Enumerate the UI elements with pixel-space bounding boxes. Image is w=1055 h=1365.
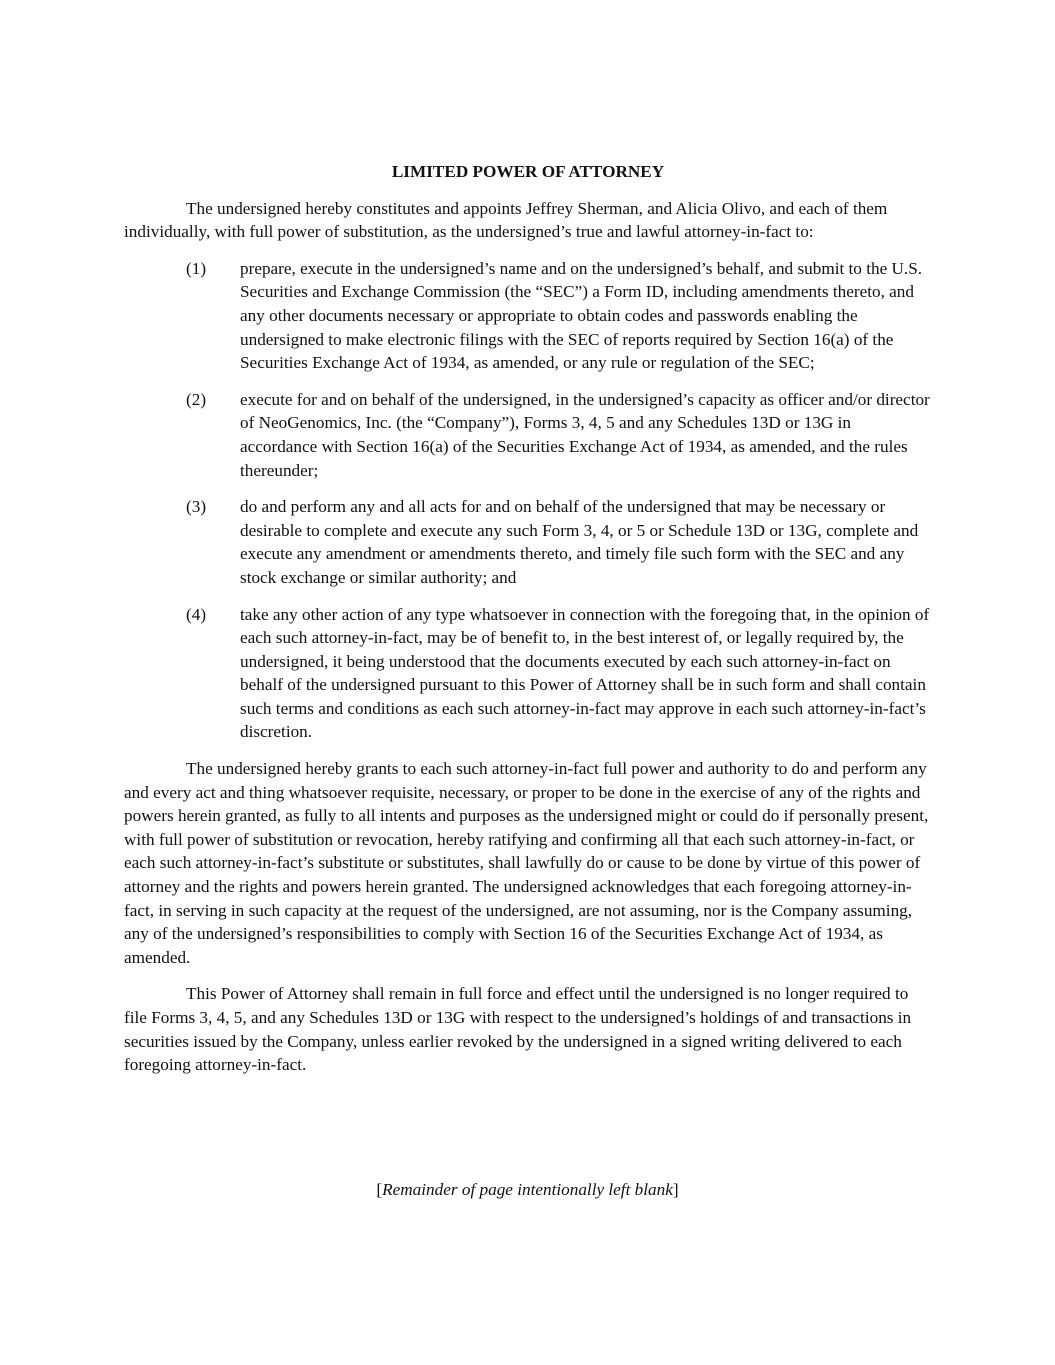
document-title: LIMITED POWER OF ATTORNEY: [391, 162, 665, 181]
list-item-number: (3): [186, 497, 207, 517]
remainder-close-bracket: ]: [672, 1180, 679, 1199]
list-item: [124, 257, 932, 375]
remainder-note: [0, 1178, 1055, 1202]
list-item-text: prepare, execute in the undersigned’s name and on the undersigned’s behalf, and submit to the U.S. Securities and Exchange Commission (the “SEC”) a Form ID, including amendments thereto, and any other documents necessary or appropriate to obtain codes and passwords enabling the undersigned to make electronic filings with the SEC of reports required by Section 16(a) of the Securities Exchange Act of 1934, as amended, or any rule or regulation of the SEC;: [240, 258, 923, 373]
list-item-text: execute for and on behalf of the undersigned, in the undersigned’s capacity as officer and/or director of NeoGenomics, Inc. (the “Company”), Forms 3, 4, 5 and any Schedules 13D or 13G in accordance with Section 16(a) of the Securities Exchange Act of 1934, as amended, and the rules thereunder;: [240, 389, 930, 480]
list-item-text: take any other action of any type whatsoever in connection with the foregoing that, in the opinion of each such attorney-in-fact, may be of benefit to, in the best interest of, or legally required by, the undersigned, it being understood that the documents executed by each such attorney-in-fact on behalf of the undersigned pursuant to this Power of Attorney shall be in such form and shall contain such terms and conditions as each such attorney-in-fact may approve in each such attorney-in-fact’s discretion.: [240, 604, 930, 742]
list-item: [124, 388, 932, 482]
remainder-text: Remainder of page intentionally left blank: [382, 1180, 673, 1199]
powers-list: [124, 257, 932, 744]
list-item: [124, 495, 932, 589]
intro-paragraph: The undersigned hereby constitutes and appoints Jeffrey Sherman, and Alicia Olivo, and each of them individually, with full power of substitution, as the undersigned’s true and lawful attorney-in-fact to:: [124, 198, 888, 242]
duration-paragraph: This Power of Attorney shall remain in full force and effect until the undersigned is no longer required to file Forms 3, 4, 5, and any Schedules 13D or 13G with respect to the undersigned’s holdings of and transactions in securities issued by the Company, unless earlier revoked by the undersigned in a signed writing delivered to each foregoing attorney-in-fact.: [124, 984, 912, 1075]
document-page: [124, 160, 932, 1090]
list-item-number: (1): [186, 258, 207, 278]
remainder-open-bracket: [: [376, 1180, 383, 1199]
list-item-number: (2): [186, 389, 207, 409]
grant-paragraph: The undersigned hereby grants to each such attorney-in-fact full power and authority to do and perform any and every act and thing whatsoever requisite, necessary, or proper to be done in the exercise of any of the rights and powers herein granted, as fully to all intents and purposes as the undersigned might or could do if personally present, with full power of substitution or revocation, hereby ratifying and confirming all that each such attorney-in-fact, or each such attorney-in-fact’s substitute or substitutes, shall lawfully do or cause to be done by virtue of this power of attorney and the rights and powers herein granted. The undersigned acknowledges that each foregoing attorney-in-fact, in serving in such capacity at the request of the undersigned, are not assuming, nor is the Company assuming, any of the undersigned’s responsibilities to comply with Section 16 of the Securities Exchange Act of 1934, as amended.: [124, 759, 929, 967]
list-item-number: (4): [186, 604, 207, 624]
list-item: [124, 603, 932, 745]
list-item-text: do and perform any and all acts for and on behalf of the undersigned that may be necessary or desirable to complete and execute any such Form 3, 4, or 5 or Schedule 13D or 13G, complete and execute any amendment or amendments thereto, and timely file such form with the SEC and any stock exchange or similar authority; and: [240, 497, 919, 587]
